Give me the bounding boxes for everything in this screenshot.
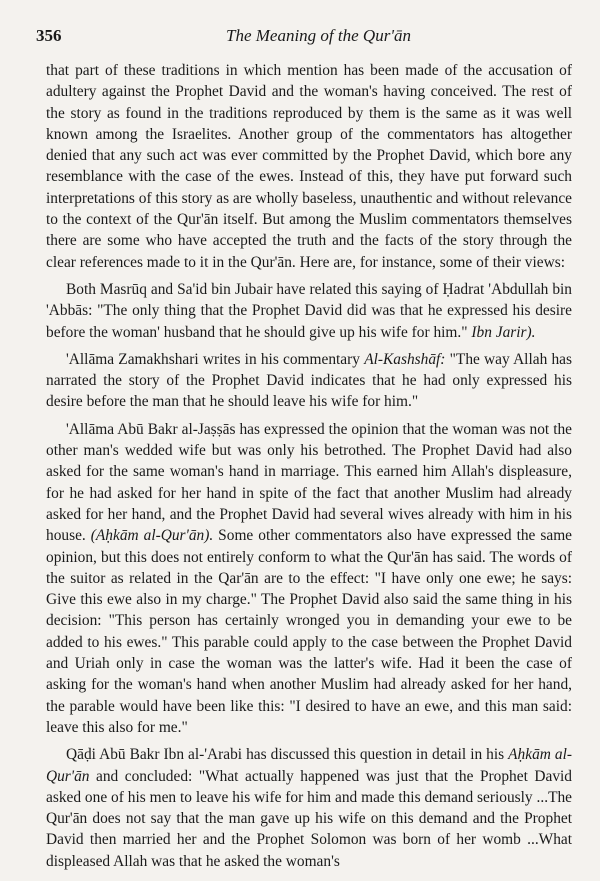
text-run: that part of these traditions in which mention has been made of the accusation of adultery against the Prophet David and the woman's having conceived. The rest of the story as found in the traditions reproduced by them is the same as it was well known among the Israelites. Another group of the commentators has altogether denied that any such act was ever committed by the Prophet David, which bore any resemblance with the case of the ewes. Instead of this, they have put forward such interpretations of this story as are wholly baseless, unauthentic and without relevance to the context of the Qur'ān itself. But among the Muslim commentators themselves there are some who have accepted the truth and the facts of the story through the clear references made to it in the Qur'ān. Here are, for instance, some of their views: xyxy=(46,62,572,271)
text-run: "The way Allah has narrated the story of the Prophet David indicates that he had only expressed his desire before the man that he should leave his wife for him." xyxy=(46,350,572,411)
paragraph-3 xyxy=(46,419,572,738)
running-title: The Meaning of the Qur'ān xyxy=(226,26,411,45)
italic-run: Al-Kashshāf: xyxy=(364,350,446,368)
text-run: and concluded: "What actually happened was just that the Prophet David asked one of his men to leave his wife for him and made this demand seriously ...The Qur'ān does not say that the man gave up his wife on this demand and the Prophet David then married her and the Prophet Solomon was born of her womb ...What displeased Allah was that he asked the woman's xyxy=(46,767,572,870)
page-body xyxy=(46,60,572,872)
text-run: Some other commentators also have expressed the same opinion, but this does not entirely conform to what the Qur'ān has said. The words of the suitor as related in the Qar'ān are to the effect: "I have only one ewe; he says: Give this ewe also in my charge." The Prophet David also said the same thing in his decision: "This person has certainly wronged you in demanding your ewe to be added to his ewes." This parable could apply to the case between the Prophet David and Uriah only in case the woman was the latter's wife. Had it been the case of asking for the woman's hand when another Muslim had already asked for her hand, the parable would have been like this: "I desired to have an ewe, and this man said: leave this also for me." xyxy=(46,527,573,736)
page-number: 356 xyxy=(36,26,62,45)
text-run: Qāḍi Abū Bakr Ibn al-'Arabi has discussed this question in detail in his xyxy=(66,746,509,764)
paragraph-1 xyxy=(46,279,572,343)
italic-run: Ibn Jarir). xyxy=(471,323,536,341)
page-header xyxy=(36,26,576,48)
text-run: 'Allāma Abū Bakr al-Jaṣṣās has expressed the opinion that the woman was not the other man's wedded wife but was only his betrothed. The Prophet David had also asked for the same woman's hand in marriage. This earned him Allah's displeasure, for he had asked for her hand in spite of the fact that another Muslim had already asked for her hand, and the Prophet David had several wives already with him in his house. xyxy=(46,420,572,545)
italic-run: (Aḥkām al-Qur'ān). xyxy=(90,527,214,545)
paragraph-2 xyxy=(46,349,572,413)
text-run: Both Masrūq and Sa'id bin Jubair have related this saying of Ḥadrat 'Abdullah bin 'Abbās: "The only thing that the Prophet David did was that he expressed his desire before the woman' husband that he should give up his wife for him." xyxy=(46,280,572,341)
paragraph-4 xyxy=(46,744,572,872)
text-run: 'Allāma Zamakhshari writes in his commentary xyxy=(66,350,365,368)
paragraph-0 xyxy=(46,60,572,273)
italic-run: Aḥkām al-Qur'ān xyxy=(46,746,572,785)
